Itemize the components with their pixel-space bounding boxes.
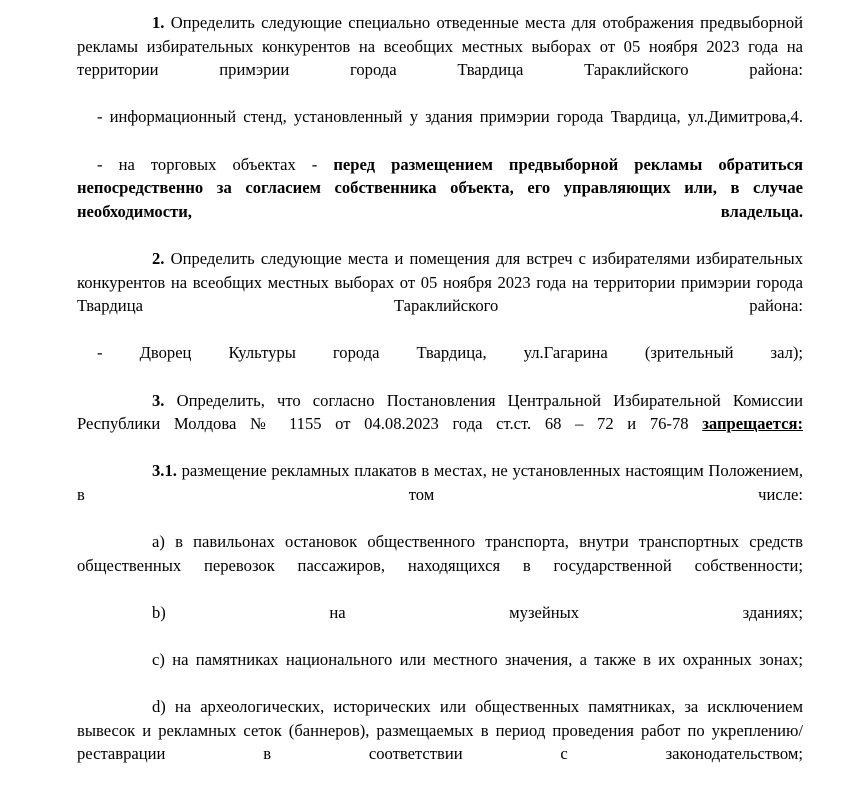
paragraph-7-number: 3.1.: [152, 461, 177, 481]
paragraph-2-text: - информационный стенд, установленный у здания примэрии города Твардица, ул.Димитрова,4.: [97, 107, 803, 127]
paragraph-item-1: [77, 11, 803, 105]
paragraph-3-bold-text: перед размещением предвыборной рекламы обратиться непосредственно за согласием собственника объекта, его управляющих или, в случае необходимости, владельца.: [77, 154, 803, 221]
paragraph-5-text: - Дворец Культуры города Твардица, ул.Гагарина (зрительный зал);: [97, 343, 803, 363]
paragraph-11-letter: d): [152, 697, 166, 717]
paragraph-item-2: [77, 105, 803, 152]
document-text-body: [77, 11, 803, 790]
paragraph-4-text: Определить следующие места и помещения для встреч с избирателями избирательных конкурентов на всеобщих местных выборах от 05 ноября 2023 года на территории примэрии города Твардица Тараклийского района:: [77, 248, 803, 316]
paragraph-6-number: 3.: [152, 390, 165, 410]
paragraph-8-letter: a): [152, 532, 165, 552]
paragraph-item-11: [77, 695, 803, 789]
paragraph-9-text: на музейных зданиях;: [329, 602, 803, 622]
paragraph-item-8: [77, 530, 803, 601]
paragraph-8-text: в павильонах остановок общественного транспорта, внутри транспортных средств общественных перевозок пассажиров, находящихся в государственной собственности;: [77, 532, 803, 575]
paragraph-4-number: 2.: [152, 248, 165, 268]
paragraph-6-prohibited-label: запрещается:: [702, 414, 803, 434]
paragraph-item-3: [77, 153, 803, 247]
paragraph-3-lead-text: - на торговых объектах -: [97, 154, 334, 174]
paragraph-item-4: [77, 247, 803, 341]
paragraph-1-number: 1.: [152, 13, 165, 32]
paragraph-6-text: Определить, что согласно Постановления Центральной Избирательной Комиссии Республики Молдова № 1155 от 04.08.2023 года ст.ст. 68 – 72 и 76-78: [77, 390, 803, 434]
paragraph-9-letter: b): [152, 602, 166, 622]
paragraph-item-7: [77, 459, 803, 530]
paragraph-item-6: [77, 389, 803, 460]
paragraph-item-10: [77, 648, 803, 695]
paragraph-item-5: [77, 341, 803, 388]
paragraph-7-text: размещение рекламных плакатов в местах, не установленных настоящим Положением, в том числе:: [77, 461, 803, 504]
paragraph-10-letter: c): [152, 650, 165, 670]
paragraph-1-text: Определить следующие специально отведенные места для отображения предвыборной рекламы избирательных конкурентов на всеобщих местных выборах от 05 ноября 2023 года на территории примэрии города Твардица Тараклийского района:: [77, 13, 803, 80]
paragraph-item-9: [77, 601, 803, 648]
paragraph-11-text: на археологических, исторических или общественных памятниках, за исключением вывесок и рекламных сеток (баннеров), размещаемых в период проведения работ по укреплению/реставрации в соответствии с законодательством;: [77, 697, 803, 764]
paragraph-10-text: на памятниках национального или местного значения, а также в их охранных зонах;: [172, 650, 803, 670]
